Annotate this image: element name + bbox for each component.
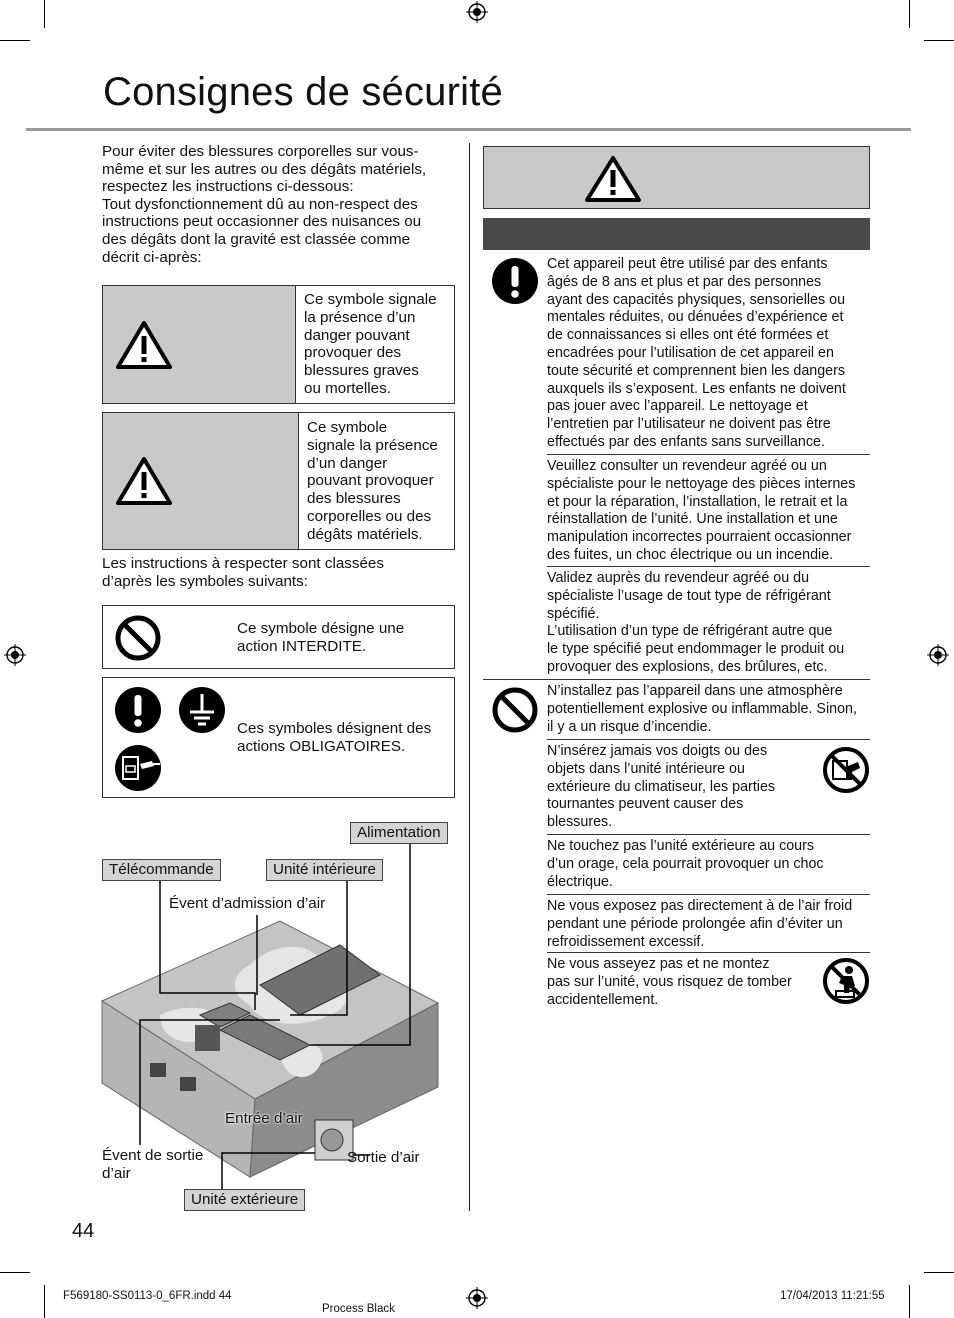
text-line: l’entretien par l’utilisateur ne doivent pas être (547, 416, 831, 433)
text-line: provoquer des explosions, des brûlures, etc. (547, 658, 828, 675)
text-line: de connaissances si elles ont été formées et (547, 327, 829, 344)
text-line: spécifié. (547, 605, 600, 622)
warning-header-box (483, 146, 870, 209)
window (150, 1063, 166, 1077)
intro-line: Pour éviter des blessures corporelles sur vous- (102, 143, 419, 160)
prohibited-symbol-box (102, 605, 455, 669)
text-line: Cet appareil peut être utilisé par des enfants (547, 256, 828, 272)
text-line: réinstallation de l’unité. Une installation et une (547, 511, 838, 528)
text-line: actions OBLIGATOIRES. (237, 737, 406, 755)
text-line: et pour la réparation, l’installation, le retrait et la (547, 493, 848, 510)
intro-line: même et sur les autres ou des dégâts matériels, (102, 160, 427, 178)
text-line: effectués par des enfants sans surveillance. (547, 433, 825, 450)
prohibited-item-climb (547, 956, 817, 1009)
classification-text (102, 555, 458, 591)
mandatory-item-refrigerant (547, 570, 872, 677)
label-unite-exterieure: Unité extérieure (184, 1189, 305, 1211)
prohibited-icon (114, 614, 162, 662)
registration-mark-icon (927, 644, 949, 666)
text-line: Ce symbole désigne une (237, 620, 405, 637)
text-line: Ne vous exposez pas directement à de l’air froid (547, 898, 853, 914)
title-rule (26, 128, 911, 131)
page-number: 44 (72, 1220, 95, 1242)
page-title: Consignes de sécurité (103, 70, 503, 114)
danger-symbol-text (304, 291, 454, 398)
footer-date: 17/04/2013 11:21:55 (780, 1290, 885, 1302)
label-event-admission: Évent d’admission d’air (169, 895, 326, 912)
text-line: Validez auprès du revendeur agréé ou du (547, 570, 810, 586)
text-line: Ces symboles désignent des (237, 720, 432, 737)
text-line: Ne vous asseyez pas et ne montez (547, 956, 770, 972)
item-divider (547, 739, 870, 740)
prohibited-icon (491, 686, 539, 734)
text-line: corporelles ou des (307, 507, 432, 525)
registration-mark-icon (466, 1287, 488, 1309)
crop-mark (44, 1285, 45, 1318)
intro-line: instructions peut occasionner des nuisances ou (102, 213, 422, 231)
text-line: provoquer des (304, 344, 402, 362)
caution-symbol-text (307, 419, 455, 544)
label-entree-air: Entrée d’air (225, 1110, 303, 1127)
warning-triangle-icon (115, 456, 173, 506)
text-line: il y a un risque d’incendie. (547, 718, 712, 735)
text-line: Les instructions à respecter sont classées (102, 555, 384, 572)
registration-mark-icon (4, 644, 26, 666)
text-line: électrique. (547, 873, 613, 890)
mandatory-item-service (547, 458, 872, 565)
text-line: encadrées pour l’utilisation de cet appareil en (547, 344, 834, 361)
text-line: blessures graves (304, 362, 419, 380)
prohibited-item-atmosphere (547, 683, 872, 736)
fan-icon (321, 1129, 343, 1151)
crop-mark (909, 0, 910, 28)
crop-mark (0, 40, 30, 41)
text-line: Ne touchez pas l’unité extérieure au cours (547, 838, 815, 854)
item-divider (547, 454, 870, 455)
text-line: signale la présence (307, 436, 438, 454)
danger-symbol-box (102, 285, 455, 404)
registration-mark-icon (466, 1, 488, 23)
item-divider (547, 566, 870, 567)
text-line: refroidissement excessif. (547, 933, 705, 950)
label-alimentation: Alimentation (350, 822, 448, 844)
label-sortie-air: Sortie d’air (347, 1149, 420, 1166)
footer-file: F569180-SS0113-0_6FR.indd 44 (63, 1290, 232, 1302)
no-fingers-icon (822, 746, 870, 794)
item-divider (547, 894, 870, 895)
label-event-sortie (102, 1147, 203, 1183)
text-line: Ce symbole signale (304, 291, 437, 308)
text-line: d’un orage, cela pourrait provoquer un choc (547, 855, 824, 872)
text-line: spécialiste l’usage de tout type de réfrigérant (547, 587, 831, 604)
prohibited-item-fingers (547, 743, 807, 832)
text-line: le type spécifié peut endommager le produit ou (547, 641, 845, 658)
prohibited-item-storm (547, 838, 872, 891)
warning-triangle-icon (115, 320, 173, 370)
section-header-bar (483, 218, 870, 250)
item-divider (547, 952, 870, 953)
text-line: mentales réduites, ou dénuées d’expérience et (547, 309, 844, 326)
text-line: pas jouer avec l’appareil. Le nettoyage et (547, 398, 808, 415)
label-unite-interieure: Unité intérieure (266, 859, 383, 881)
text-line: manipulation incorrectes pourraient occasionner (547, 529, 852, 546)
window (195, 1025, 220, 1051)
label-telecommande: Télécommande (102, 859, 221, 881)
text-line: pouvant provoquer (307, 472, 434, 490)
text-line: danger pouvant (304, 326, 410, 344)
unplug-icon (114, 744, 162, 792)
text-line: extérieure du climatiseur, les parties (547, 778, 776, 795)
window (180, 1077, 196, 1091)
intro-paragraph (102, 143, 458, 266)
section-divider (483, 679, 870, 680)
text-line: des blessures (307, 490, 401, 508)
text-line: ou mortelles. (304, 379, 391, 397)
crop-mark (0, 1272, 30, 1273)
text-line: N’insérez jamais vos doigts ou des (547, 743, 768, 759)
prohibited-item-cold-air (547, 898, 872, 951)
text-line: blessures. (547, 814, 613, 831)
intro-line: des dégâts dont la gravité est classée comme (102, 230, 411, 248)
text-line: objets dans l’unité intérieure ou (547, 760, 745, 777)
mandatory-symbol-text (237, 720, 455, 756)
text-line: ayant des capacités physiques, sensorielles ou (547, 291, 846, 308)
text-line: L’utilisation d’un type de réfrigérant autre que (547, 623, 833, 640)
text-line: pendant une période prolongée afin d’éviter un (547, 915, 843, 932)
danger-symbol-panel (103, 286, 296, 403)
warning-triangle-icon (584, 155, 642, 203)
text-line: dégâts matériels. (307, 525, 423, 543)
text-line: auxquels ils s’exposent. Les enfants ne doivent (547, 380, 846, 397)
caution-symbol-box (102, 412, 455, 550)
intro-line: respectez les instructions ci-dessous: (102, 178, 354, 196)
text-line: toute sécurité et comprennent bien les dangers (547, 362, 846, 379)
earth-ground-icon (178, 686, 226, 734)
no-climbing-icon (822, 957, 870, 1005)
text-line: accidentellement. (547, 991, 659, 1008)
text-line: Ce symbole (307, 419, 388, 436)
mandatory-exclamation-icon (114, 686, 162, 734)
text-line: d’un danger (307, 454, 388, 472)
intro-line: Tout dysfonctionnement dû au non-respect des (102, 195, 418, 213)
text-line: Veuillez consulter un revendeur agréé ou un (547, 458, 827, 474)
text-line: potentiellement explosive ou inflammable. Sinon, (547, 700, 857, 717)
text-line: Évent de sortie (102, 1147, 204, 1164)
text-line: pas sur l’unité, vous risquez de tomber (547, 973, 792, 990)
footer-process: Process Black (322, 1303, 395, 1315)
crop-mark (44, 0, 45, 28)
mandatory-exclamation-icon (491, 257, 539, 305)
text-line: tournantes peuvent causer des (547, 796, 744, 813)
item-divider (547, 834, 870, 835)
caution-symbol-panel (103, 413, 299, 549)
text-line: d’air (102, 1165, 131, 1182)
text-line: N’installez pas l’appareil dans une atmosphère (547, 683, 843, 699)
intro-line: décrit ci-après: (102, 248, 202, 266)
text-line: des fuites, un choc électrique ou un incendie. (547, 546, 834, 563)
prohibited-symbol-text (237, 620, 452, 656)
text-line: action INTERDITE. (237, 637, 367, 655)
crop-mark (924, 40, 954, 41)
crop-mark (924, 1272, 954, 1273)
mandatory-symbol-box (102, 677, 455, 798)
text-line: la présence d’un (304, 308, 416, 326)
text-line: spécialiste pour le nettoyage des pièces internes (547, 475, 856, 492)
text-line: d’après les symboles suivants: (102, 572, 308, 590)
text-line: âgés de 8 ans et plus et par des personnes (547, 273, 822, 290)
column-separator (469, 143, 470, 1211)
mandatory-item-children (547, 256, 872, 452)
crop-mark (909, 1285, 910, 1318)
